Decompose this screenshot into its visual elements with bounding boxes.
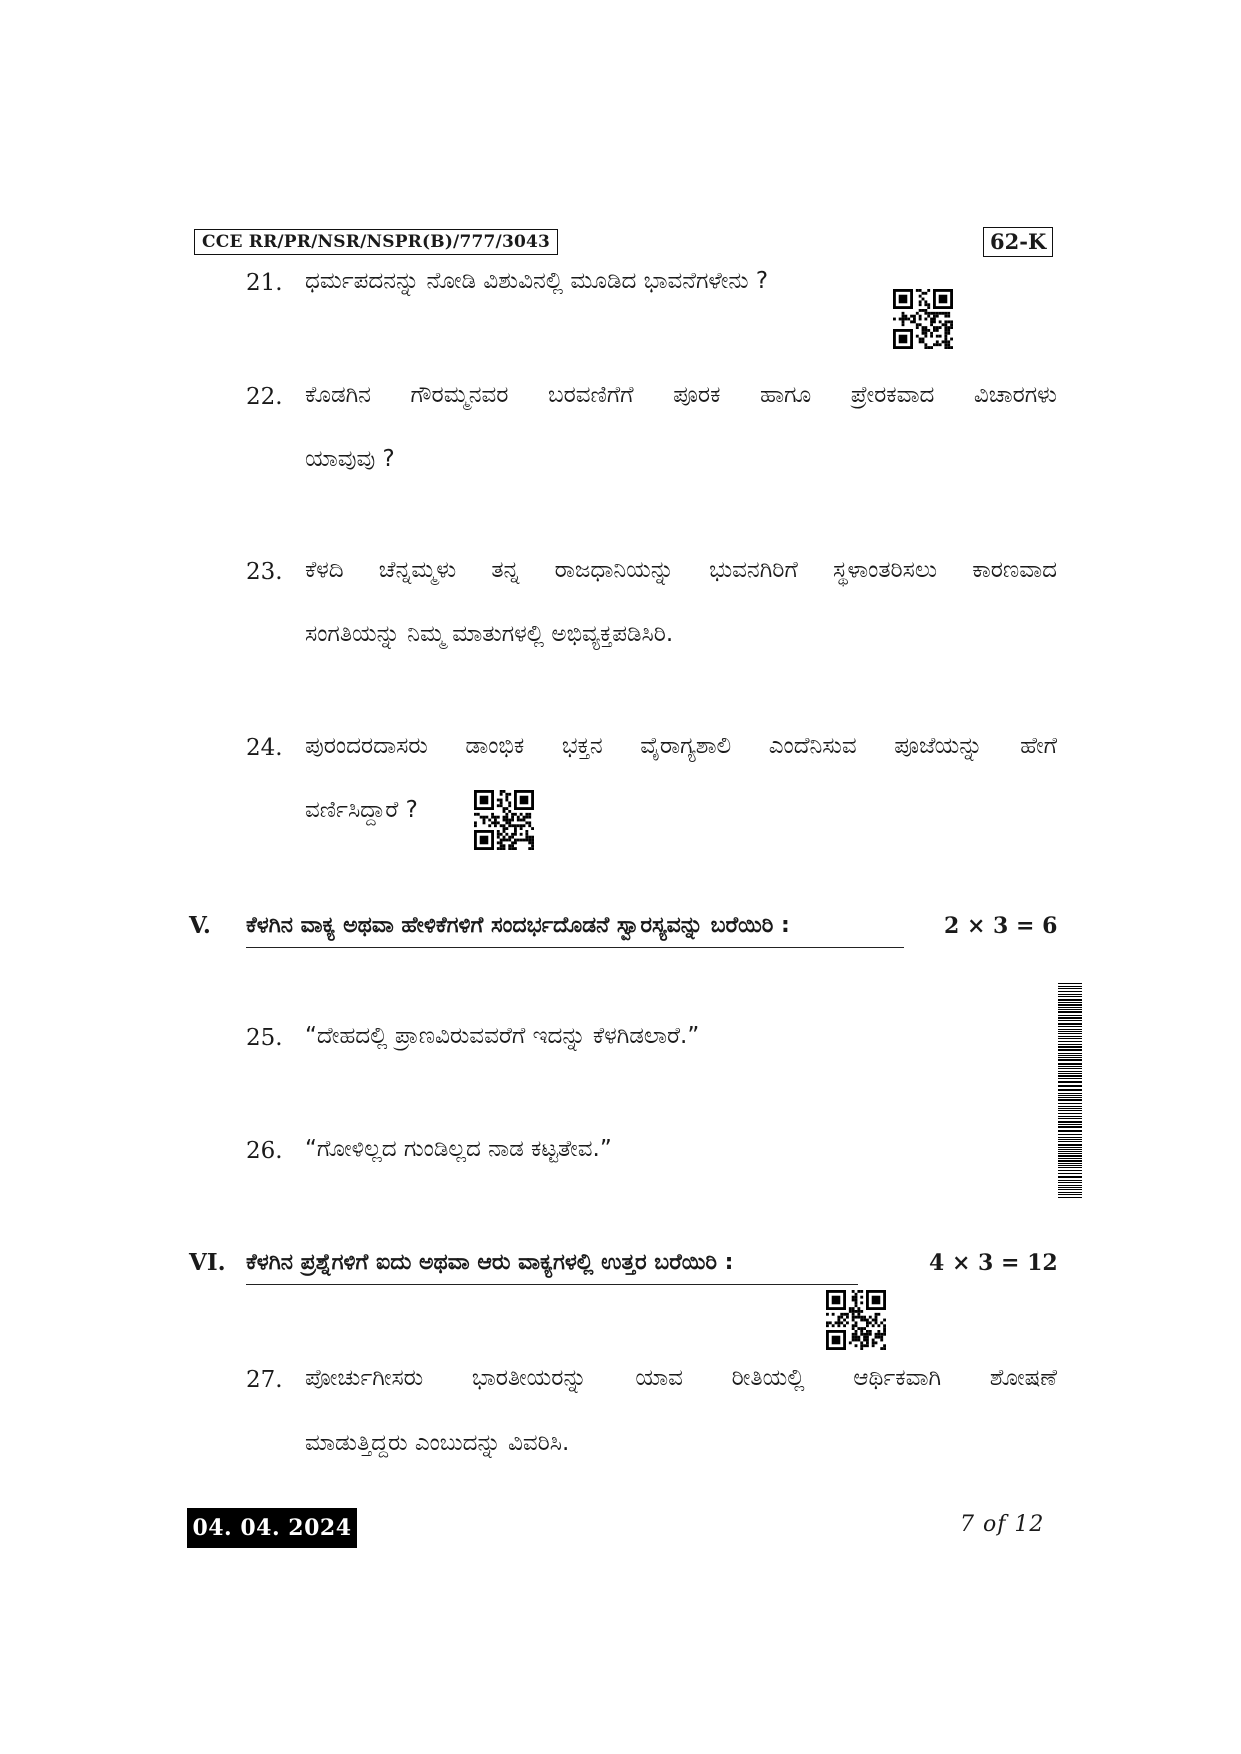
exam-code-box: CCE RR/PR/NSR/NSPR(B)/777/3043 [194,229,558,255]
barcode-icon [1058,983,1082,1201]
question-text: “ಗೋಳಿಲ್ಲದ ಗುಂಡಿಲ್ಲದ ನಾಡ ಕಟ್ಟತೇವ.” [305,1136,612,1162]
qr-code-icon [474,790,534,852]
question-text-line: ವರ್ಣಿಸಿದ್ದಾರೆ ? [305,797,418,823]
question-number: 21. [246,270,283,296]
question-text-line: ಮಾಡುತ್ತಿದ್ದರು ಎಂಬುದನ್ನು ವಿವರಿಸಿ. [305,1430,570,1456]
section-title: ಕೆಳಗಿನ ವಾಕ್ಯ ಅಥವಾ ಹೇಳಿಕೆಗಳಿಗೆ ಸಂದರ್ಭದೊಡನೆ ಸ್ವಾರಸ್ಯವನ್ನು ಬರೆಯಿರಿ : [246,911,904,948]
section-marks: 4 × 3 = 12 [929,1250,1058,1276]
question-number: 25. [246,1025,283,1051]
section-title: ಕೆಳಗಿನ ಪ್ರಶ್ನೆಗಳಿಗೆ ಐದು ಅಥವಾ ಆರು ವಾಕ್ಯಗಳಲ್ಲಿ ಉತ್ತರ ಬರೆಯಿರಿ : [246,1248,858,1285]
question-number: 24. [246,735,283,761]
qr-code-icon [893,289,953,351]
question-text-line: ಕೆಳದಿ ಚೆನ್ನಮ್ಮಳು ತನ್ನ ರಾಜಧಾನಿಯನ್ನು ಭುವನಗಿರಿಗೆ ಸ್ಥಳಾಂತರಿಸಲು ಕಾರಣವಾದ [305,557,1057,583]
section-number: V. [189,912,211,939]
question-text-line: ಪೋರ್ಚುಗೀಸರು ಭಾರತೀಯರನ್ನು ಯಾವ ರೀತಿಯಲ್ಲಿ ಆರ್ಥಿಕವಾಗಿ ಶೋಷಣೆ [305,1365,1057,1391]
question-text-line: ಯಾವುವು ? [305,446,395,472]
question-number: 26. [246,1138,283,1164]
question-number: 27. [246,1367,283,1393]
question-text-line: ಸಂಗತಿಯನ್ನು ನಿಮ್ಮ ಮಾತುಗಳಲ್ಲಿ ಅಭಿವ್ಯಕ್ತಪಡಿಸಿರಿ. [305,621,674,647]
question-number: 23. [246,559,283,585]
question-text-line: ಪುರಂದರದಾಸರು ಡಾಂಭಿಕ ಭಕ್ತನ ವೈರಾಗ್ಯಶಾಲಿ ಎಂದೆನಿಸುವ ಪೂಜೆಯನ್ನು ಹೇಗೆ [305,733,1057,759]
exam-date-badge: 04. 04. 2024 [187,1508,357,1548]
section-marks: 2 × 3 = 6 [944,913,1058,939]
paper-code-box: 62-K [983,227,1053,257]
page-number: 7 of 12 [960,1512,1045,1537]
question-text: ಧರ್ಮಪದನನ್ನು ನೋಡಿ ವಿಶುವಿನಲ್ಲಿ ಮೂಡಿದ ಭಾವನೆಗಳೇನು ? [305,268,769,294]
question-number: 22. [246,384,283,410]
section-number: VI. [189,1249,226,1276]
qr-code-icon [826,1290,886,1352]
question-text-line: ಕೊಡಗಿನ ಗೌರಮ್ಮನವರ ಬರವಣಿಗೆಗೆ ಪೂರಕ ಹಾಗೂ ಪ್ರೇರಕವಾದ ವಿಚಾರಗಳು [305,382,1057,408]
question-text: “ದೇಹದಲ್ಲಿ ಪ್ರಾಣವಿರುವವರೆಗೆ ಇದನ್ನು ಕೆಳಗಿಡಲಾರೆ.” [305,1023,700,1049]
